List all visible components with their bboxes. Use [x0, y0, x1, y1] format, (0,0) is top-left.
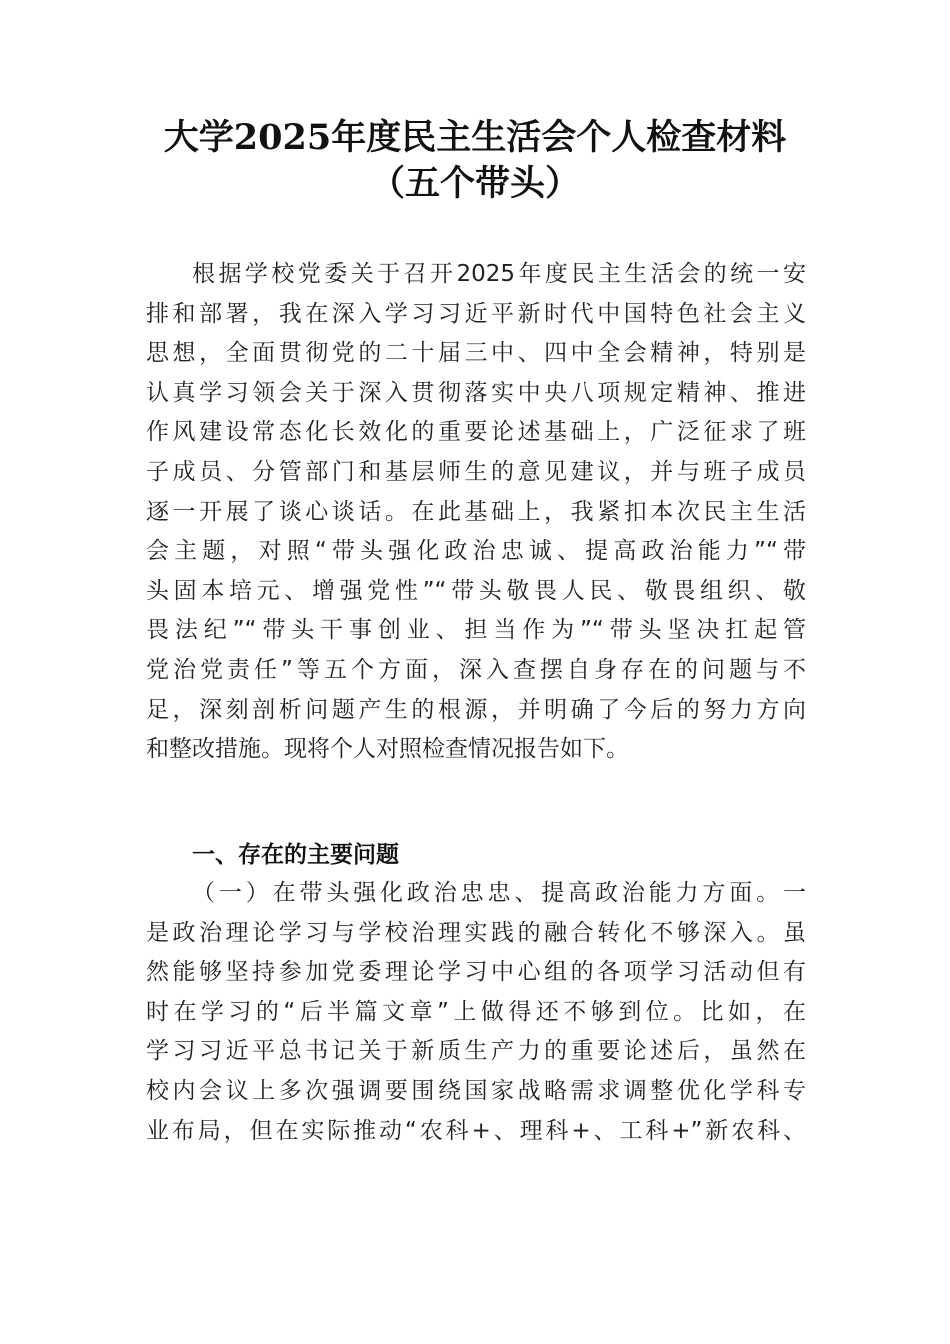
paragraph-line: 作风建设常态化长效化的重要论述基础上，广泛征求了班 — [146, 419, 806, 446]
paragraph-line: 畏法纪”“带头干事创业、担当作为”“带头坚决扛起管 — [146, 617, 806, 644]
paragraph-line: 根据学校党委关于召开2025年度民主生活会的统一安 — [192, 261, 806, 287]
paragraph-line: 认真学习领会关于深入贯彻落实中央八项规定精神、推进 — [146, 379, 806, 406]
paragraph-line: 排和部署，我在深入学习习近平新时代中国特色社会主义 — [146, 300, 806, 327]
paragraph-line: 业布局，但在实际推动“农科+、理科+、工科+”新农科、 — [146, 1117, 806, 1144]
paragraph-line: 头固本培元、增强党性”“带头敬畏人民、敬畏组织、敬 — [146, 577, 806, 604]
paragraph-line: 学习习近平总书记关于新质生产力的重要论述后，虽然在 — [146, 1038, 806, 1065]
paragraph-line: 然能够坚持参加党委理论学习中心组的各项学习活动但有 — [146, 959, 806, 986]
document-subtitle: （五个带头） — [369, 163, 580, 204]
paragraph-line: 校内会议上多次强调要围绕国家战略需求调整优化学科专 — [146, 1077, 806, 1104]
paragraph-line: 子成员、分管部门和基层师生的意见建议，并与班子成员 — [146, 458, 806, 485]
section-heading: 一、存在的主要问题 — [192, 842, 399, 868]
paragraph-line: 党治党责任”等五个方面，深入查摆自身存在的问题与不 — [146, 656, 806, 683]
paragraph-line: （一）在带头强化政治忠忠、提高政治能力方面。一 — [192, 880, 806, 906]
paragraph-line: 思想，全面贯彻党的二十届三中、四中全会精神，特别是 — [146, 340, 806, 367]
section-paragraph — [146, 874, 806, 1151]
paragraph-line: 是政治理论学习与学校治理实践的融合转化不够深入。虽 — [146, 919, 806, 946]
paragraph-line: 会主题，对照“带头强化政治忠诚、提高政治能力”“带 — [146, 538, 806, 565]
paragraph-line: 足，深刻剖析问题产生的根源，并明确了今后的努力方向 — [146, 696, 806, 723]
intro-paragraph — [146, 255, 806, 770]
paragraph-line: 和整改措施。现将个人对照检查情况报告如下。 — [146, 736, 629, 763]
paragraph-line: 逐一开展了谈心谈话。在此基础上，我紧扣本次民主生活 — [146, 498, 806, 525]
document-title: 大学2025年度民主生活会个人检查材料 — [163, 117, 787, 158]
paragraph-line: 时在学习的“后半篇文章”上做得还不够到位。比如，在 — [146, 998, 806, 1025]
